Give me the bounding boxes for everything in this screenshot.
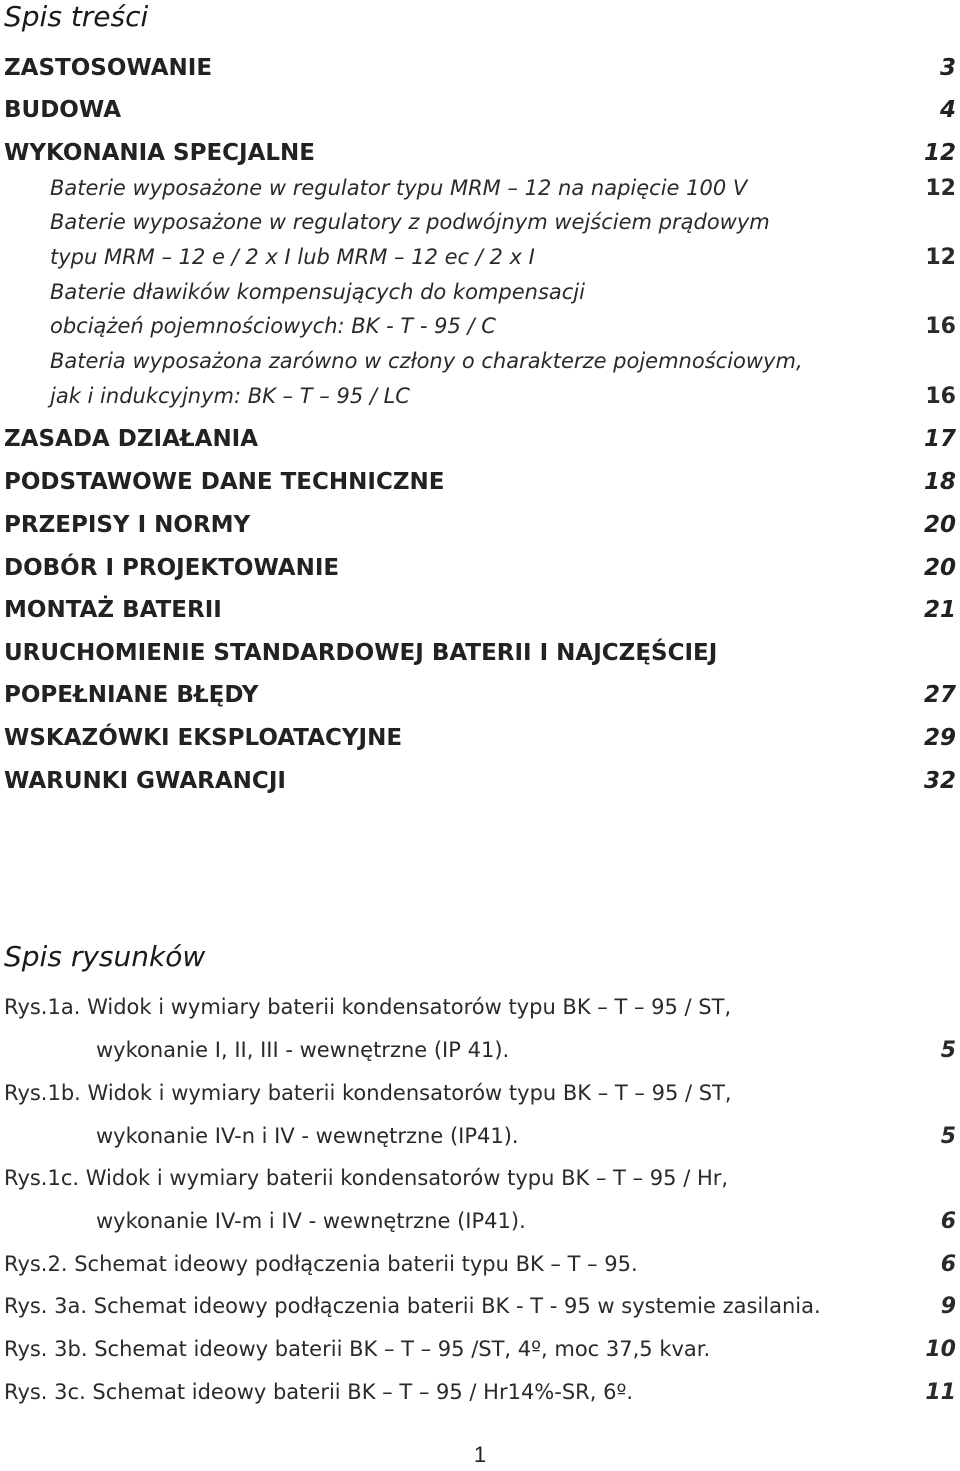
figure-entry-title: Rys. 3c. Schemat ideowy baterii BK – T – 95 / Hr14%-SR, 6º. (4, 1380, 634, 1404)
toc-entry-page: 16 (925, 384, 956, 409)
toc-entry-page: 12 (925, 176, 956, 201)
figure-entry (4, 1294, 956, 1319)
toc-entry-title: jak i indukcyjnym: BK – T – 95 / LC (50, 384, 410, 408)
toc-entry-page: 32 (923, 768, 956, 794)
toc-entry-title: DOBÓR I PROJEKTOWANIE (4, 555, 340, 581)
toc-entry-page: 27 (923, 682, 956, 708)
toc-subentry (4, 245, 956, 270)
toc-entry-zasada-dzialania (4, 426, 956, 452)
toc-entry-gwarancja (4, 768, 956, 794)
toc-entry-title: Baterie dławików kompensujących do kompensacji (50, 280, 585, 304)
toc-entry-title: PRZEPISY I NORMY (4, 512, 251, 538)
toc-entry-montaz (4, 597, 956, 623)
figure-entry-title: Rys. 3b. Schemat ideowy baterii BK – T – 95 /ST, 4º, moc 37,5 kvar. (4, 1337, 711, 1361)
toc-entry-title: typu MRM – 12 e / 2 x I lub MRM – 12 ec / 2 x I (50, 245, 535, 269)
toc-entry-title: obciążeń pojemnościowych: BK - T - 95 / C (50, 314, 496, 338)
figure-entry-title: Rys.1b. Widok i wymiary baterii kondensatorów typu BK – T – 95 / ST, (4, 1081, 732, 1105)
figure-entry-title: wykonanie IV-n i IV - wewnętrzne (IP41). (96, 1124, 519, 1148)
toc-entry-page: 20 (923, 555, 956, 581)
figure-entry (4, 1252, 956, 1277)
toc-subentry (4, 210, 956, 234)
toc-entry-page: 17 (923, 426, 956, 452)
toc-entry-title: Bateria wyposażona zarówno w człony o charakterze pojemnościowym, (50, 349, 803, 373)
figure-entry (4, 1209, 956, 1234)
toc-subentry (4, 280, 956, 304)
figure-entry-page: 9 (940, 1294, 956, 1319)
figure-entry-page: 11 (925, 1380, 956, 1405)
figure-entry-title: Rys. 3a. Schemat ideowy podłączenia baterii BK - T - 95 w systemie zasilania. (4, 1294, 821, 1318)
toc-entry-page: 18 (923, 469, 956, 495)
toc-entry-title: Baterie wyposażone w regulator typu MRM – 12 na napięcie 100 V (50, 176, 748, 200)
toc-entry-title: Baterie wyposażone w regulatory z podwójnym wejściem prądowym (50, 210, 770, 234)
figure-entry-page: 6 (940, 1209, 956, 1234)
toc-entry-page: 29 (923, 725, 956, 751)
toc-entry-page: 12 (925, 245, 956, 270)
toc-entry-title: POPEŁNIANE BŁĘDY (4, 682, 259, 708)
toc-entry-page: 20 (923, 512, 956, 538)
figures-heading: Spis rysunków (4, 940, 206, 973)
toc-entry-bledy (4, 682, 956, 708)
toc-entry-page: 3 (939, 55, 956, 81)
figure-entry-title: wykonanie I, II, III - wewnętrzne (IP 41). (96, 1038, 510, 1062)
figure-entry (4, 1124, 956, 1149)
toc-entry-page: 21 (923, 597, 956, 623)
toc-entry-title: PODSTAWOWE DANE TECHNICZNE (4, 469, 445, 495)
toc-entry-title: WYKONANIA SPECJALNE (4, 140, 316, 166)
toc-entry-page: 12 (923, 140, 956, 166)
figure-entry (4, 1337, 956, 1362)
figure-entry (4, 995, 956, 1019)
toc-entry-przepisy (4, 512, 956, 538)
figure-entry-page: 5 (940, 1038, 956, 1063)
figure-entry-title: Rys.2. Schemat ideowy podłączenia baterii typu BK – T – 95. (4, 1252, 638, 1276)
figure-entry (4, 1081, 956, 1105)
figure-entry (4, 1038, 956, 1063)
toc-heading: Spis treści (4, 0, 149, 33)
toc-entry-title: ZASTOSOWANIE (4, 55, 213, 81)
toc-entry-dane-techniczne (4, 469, 956, 495)
toc-subentry (4, 314, 956, 339)
toc-entry-title: WSKAZÓWKI EKSPLOATACYJNE (4, 725, 403, 751)
toc-entry-page: 16 (925, 314, 956, 339)
figure-entry-page: 6 (940, 1252, 956, 1277)
page-number: 1 (473, 1442, 487, 1467)
figure-entry-title: wykonanie IV-m i IV - wewnętrzne (IP41). (96, 1209, 526, 1233)
figure-entry-title: Rys.1c. Widok i wymiary baterii kondensatorów typu BK – T – 95 / Hr, (4, 1166, 729, 1190)
toc-subentry (4, 176, 956, 201)
toc-entry-wykonania-specjalne (4, 140, 956, 166)
figure-entry (4, 1380, 956, 1405)
toc-entry-page: 4 (939, 97, 956, 123)
figure-entry-page: 5 (940, 1124, 956, 1149)
toc-entry-title: MONTAŻ BATERII (4, 597, 222, 623)
toc-entry-wskazowki (4, 725, 956, 751)
toc-entry-uruchomienie (4, 640, 956, 666)
toc-entry-title: URUCHOMIENIE STANDARDOWEJ BATERII I NAJCZĘŚCIEJ (4, 640, 718, 666)
figure-entry-title: Rys.1a. Widok i wymiary baterii kondensatorów typu BK – T – 95 / ST, (4, 995, 732, 1019)
figure-entry (4, 1166, 956, 1190)
toc-entry-title: BUDOWA (4, 97, 121, 123)
toc-entry-title: ZASADA DZIAŁANIA (4, 426, 259, 452)
toc-entry-title: WARUNKI GWARANCJI (4, 768, 286, 794)
toc-entry-dobor (4, 555, 956, 581)
figure-entry-page: 10 (925, 1337, 956, 1362)
toc-entry-budowa (4, 97, 956, 123)
toc-entry-zastosowanie (4, 55, 956, 81)
toc-subentry (4, 349, 956, 373)
toc-subentry (4, 384, 956, 409)
